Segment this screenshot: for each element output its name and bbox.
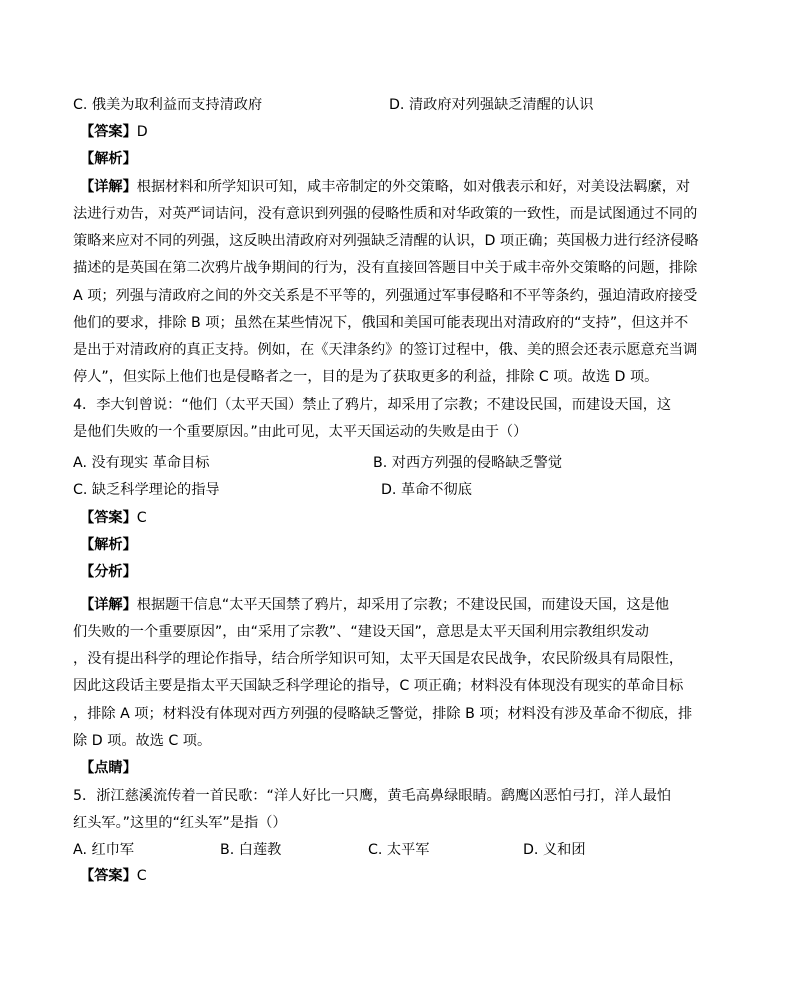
q4-dianjing-heading (80, 758, 137, 778)
q3-detail-line: 描述的是英国在第二次鸦片战争期间的行为，没有直接回答题目中关于咸丰帝外交策略的问题，排除 (73, 260, 698, 276)
q3-option-d: D. 清政府对列强缺乏清醒的认识 (389, 97, 594, 113)
q4-options-row-1 (0, 453, 793, 473)
q4-detail-line: 们失败的一个重要原因”，由“采用了宗教”、“建设天国”，意思是太平天国利用宗教组织发动 (73, 624, 649, 640)
answer-value: C (136, 510, 147, 526)
dianjing-tag: 【点睛】 (80, 760, 137, 776)
detail-tag: 【详解】 (80, 179, 137, 195)
q4-fenxi-heading (80, 562, 137, 582)
q5-stem-line: 红头军。”这里的“红头军”是指（） (73, 815, 287, 831)
q4-options-row-2 (0, 480, 793, 500)
q3-option-c: C. 俄美为取利益而支持清政府 (73, 97, 263, 113)
q3-detail-line: 法进行劝告，对英严词诘问，没有意识到列强的侵略性质和对华政策的一致性，而是试图通过不同的 (73, 206, 698, 222)
answer-tag: 【答案】 (80, 510, 137, 526)
detail-tag: 【详解】 (80, 597, 137, 613)
q4-detail-line: 因此这段话主要是指太平天国缺乏科学理论的指导，C 项正确；材料没有体现没有现实的革命目标 (73, 678, 684, 694)
q3-answer (80, 122, 148, 142)
q4-option-c: C. 缺乏科学理论的指导 (73, 482, 220, 498)
q4-stem-line: 是他们失败的一个重要原因。”由此可见，太平天国运动的失败是由于（） (73, 424, 528, 440)
analysis-tag: 【解析】 (80, 151, 137, 167)
answer-tag: 【答案】 (80, 124, 137, 140)
q4-detail-line: ，没有提出科学的理论作指导，结合所学知识可知，太平天国是农民战争，农民阶级具有局限性， (73, 651, 684, 667)
q4-option-a: A. 没有现实 革命目标 (73, 455, 210, 471)
q4-detail-line: 【详解】根据题干信息“太平天国禁了鸦片，却采用了宗教；不建设民国，而建设天国，这是他 (80, 597, 670, 613)
q3-detail-line: 策略来应对不同的列强，这反映出清政府对列强缺乏清醒的认识，D 项正确；英国极力进行经济侵略 (73, 233, 699, 249)
answer-tag: 【答案】 (80, 868, 137, 884)
q3-analysis-heading (80, 149, 137, 169)
q4-option-b: B. 对西方列强的侵略缺乏警觉 (373, 455, 563, 471)
answer-value: C (136, 868, 147, 884)
q3-detail-line: 【详解】根据材料和所学知识可知，咸丰帝制定的外交策略，如对俄表示和好，对美设法羁縻，对 (80, 179, 691, 195)
q4-detail-line: 除 D 项。故选 C 项。 (73, 733, 212, 749)
answer-value: D (136, 124, 148, 140)
q3-detail-line: A 项；列强与清政府之间的外交关系是不平等的，列强通过军事侵略和不平等条约，强迫清政府接受 (73, 288, 698, 304)
q5-option-c: C. 太平军 (368, 842, 430, 858)
q4-option-d: D. 革命不彻底 (381, 482, 472, 498)
q3-detail-line: 是出于对清政府的真正支持。例如，在《天津条约》的签订过程中，俄、美的照会还表示愿意充当调 (73, 342, 698, 358)
q4-stem-line: 4．李大钊曾说：“他们（太平天国）禁止了鸦片，却采用了宗教；不建设民国，而建设天国，这 (73, 397, 672, 413)
q5-answer (80, 866, 147, 886)
q3-options-row (0, 95, 793, 115)
q5-option-b: B. 白莲教 (220, 842, 282, 858)
q5-option-d: D. 义和团 (523, 842, 586, 858)
q5-stem-line: 5．浙江慈溪流传着一首民歌：“洋人好比一只鹰，黄毛高鼻绿眼睛。鹞鹰凶恶怕弓打，洋人最怕 (73, 788, 672, 804)
analysis-tag: 【解析】 (80, 537, 137, 553)
q4-answer (80, 508, 147, 528)
q5-option-a: A. 红巾军 (73, 842, 135, 858)
q4-analysis-heading (80, 535, 137, 555)
q4-detail-line: ，排除 A 项；材料没有体现对西方列强的侵略缺乏警觉，排除 B 项；材料没有涉及革命不彻底，排 (73, 706, 693, 722)
q3-detail-line: 他们的要求，排除 B 项；虽然在某些情况下，俄国和美国可能表现出对清政府的“支持”，但这并不 (73, 315, 689, 331)
fenxi-tag: 【分析】 (80, 564, 137, 580)
q5-options-row (0, 840, 793, 860)
q3-detail-line: 停人”，但实际上他们也是侵略者之一，目的是为了获取更多的利益，排除 C 项。故选 D 项。 (73, 369, 659, 385)
